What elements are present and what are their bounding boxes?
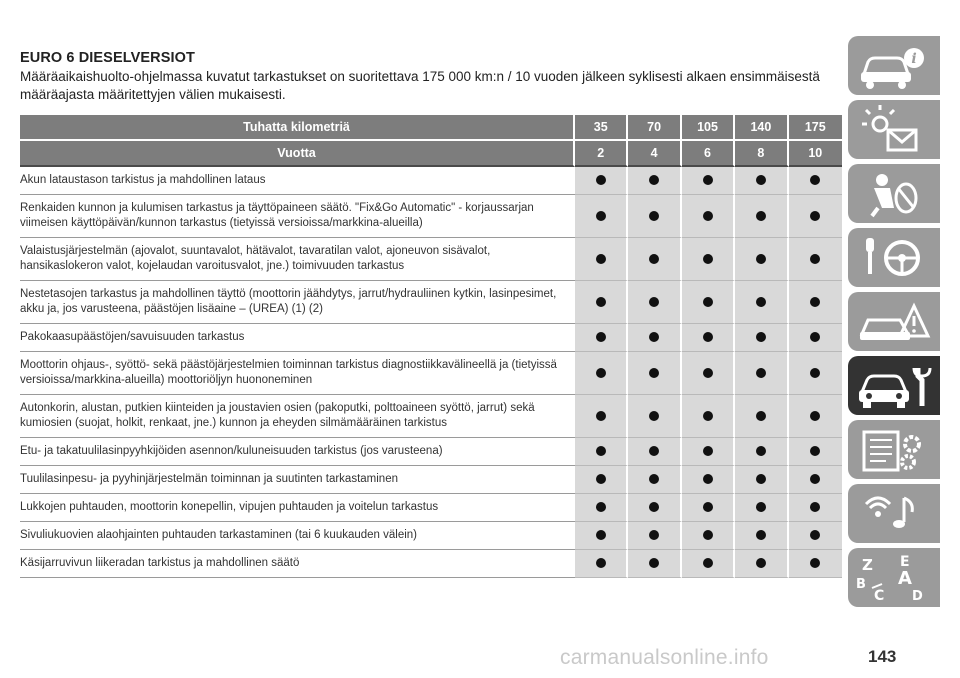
car-maintenance-icon — [848, 356, 940, 415]
bullet-mark — [649, 530, 659, 540]
watermark: carmanualsonline.info — [560, 646, 769, 669]
header-km-value: 70 — [628, 115, 681, 141]
interval-cell — [735, 195, 788, 238]
interval-cell — [735, 395, 788, 438]
tab-car-info[interactable] — [848, 36, 940, 95]
svg-text:i: i — [911, 51, 917, 67]
interval-cell — [575, 238, 628, 281]
bullet-mark — [810, 530, 820, 540]
interval-cell — [735, 352, 788, 395]
interval-cell — [735, 494, 788, 522]
bullet-mark — [649, 558, 659, 568]
bullet-mark — [756, 211, 766, 221]
interval-cell — [575, 195, 628, 238]
bullet-mark — [756, 175, 766, 185]
interval-cell — [628, 324, 681, 352]
interval-cell — [682, 352, 735, 395]
interval-cell — [628, 195, 681, 238]
interval-cell — [789, 352, 842, 395]
bullet-mark — [756, 297, 766, 307]
interval-cell — [628, 395, 681, 438]
section-title: EURO 6 DIESELVERSIOT — [20, 50, 195, 66]
bullet-mark — [756, 254, 766, 264]
bullet-mark — [756, 474, 766, 484]
check-description: Käsijarruvivun liikeradan tarkistus ja mahdollinen säätö — [20, 550, 575, 578]
bullet-mark — [596, 530, 606, 540]
bullet-mark — [649, 211, 659, 221]
tab-maintenance[interactable] — [848, 356, 940, 415]
interval-cell — [575, 395, 628, 438]
bullet-mark — [703, 175, 713, 185]
table-row — [20, 438, 842, 466]
bullet-mark — [810, 254, 820, 264]
interval-cell — [575, 167, 628, 195]
check-description: Autonkorin, alustan, putkien kiinteiden ja joustavien osien (pakoputki, polttoaineen syöttö, jarrut) sekä kumiosien (suojat, holkit, renkaat, jne.) kunnon ja eheyden silmämääräinen tarkistus — [20, 395, 575, 438]
tab-key-steering[interactable] — [848, 228, 940, 287]
table-row — [20, 522, 842, 550]
bullet-mark — [649, 297, 659, 307]
interval-cell — [575, 324, 628, 352]
key-steering-icon — [848, 228, 940, 287]
header-km-label: Tuhatta kilometriä — [20, 115, 575, 141]
check-description: Moottorin ohjaus-, syöttö- sekä päästöjärjestelmien toiminnan tarkistus diagnostiikkavälineellä ja (tietyissä versioissa/markkina-alueilla) moottoriöljyn huononeminen — [20, 352, 575, 395]
check-description: Etu- ja takatuulilasinpyyhkijöiden asennon/kuluneisuuden tarkistus (jos varusteena) — [20, 438, 575, 466]
header-year-value: 10 — [789, 141, 842, 167]
interval-cell — [735, 238, 788, 281]
bullet-mark — [756, 558, 766, 568]
main-content — [20, 50, 842, 578]
bullet-mark — [810, 411, 820, 421]
bullet-mark — [703, 474, 713, 484]
interval-cell — [575, 352, 628, 395]
interval-cell — [789, 395, 842, 438]
header-km-value: 140 — [735, 115, 788, 141]
interval-cell — [682, 324, 735, 352]
interval-cell — [682, 438, 735, 466]
interval-cell — [735, 281, 788, 324]
index-letter: D — [912, 589, 923, 604]
interval-cell — [682, 167, 735, 195]
interval-cell — [682, 466, 735, 494]
check-description: Pakokaasupäästöjen/savuisuuden tarkastus — [20, 324, 575, 352]
interval-cell — [789, 466, 842, 494]
index-letter: E — [900, 554, 910, 570]
bullet-mark — [649, 332, 659, 342]
emergency-triangle-icon — [848, 292, 940, 351]
bullet-mark — [810, 368, 820, 378]
car-info-icon — [848, 36, 940, 95]
bullet-mark — [703, 411, 713, 421]
bullet-mark — [649, 254, 659, 264]
bullet-mark — [596, 411, 606, 421]
bullet-mark — [596, 297, 606, 307]
interval-cell — [628, 522, 681, 550]
table-row — [20, 466, 842, 494]
bullet-mark — [596, 446, 606, 456]
warning-lights-icon — [848, 100, 940, 159]
tab-index[interactable] — [848, 548, 940, 607]
interval-cell — [575, 438, 628, 466]
page-number: 143 — [868, 647, 897, 666]
check-description: Lukkojen puhtauden, moottorin konepellin, vipujen puhtauden ja voitelun tarkastus — [20, 494, 575, 522]
maintenance-table — [20, 115, 842, 578]
bullet-mark — [703, 211, 713, 221]
bullet-mark — [703, 368, 713, 378]
interval-cell — [682, 522, 735, 550]
bullet-mark — [596, 502, 606, 512]
bullet-mark — [810, 175, 820, 185]
check-description: Tuulilasinpesu- ja pyyhinjärjestelmän toiminnan ja suutinten tarkastaminen — [20, 466, 575, 494]
bullet-mark — [810, 558, 820, 568]
bullet-mark — [649, 368, 659, 378]
bullet-mark — [596, 254, 606, 264]
table-row — [20, 167, 842, 195]
header-year-value: 8 — [735, 141, 788, 167]
interval-cell — [575, 522, 628, 550]
interval-cell — [789, 522, 842, 550]
interval-cell — [735, 550, 788, 578]
interval-cell — [628, 466, 681, 494]
interval-cell — [628, 281, 681, 324]
header-year-value: 2 — [575, 141, 628, 167]
bullet-mark — [596, 558, 606, 568]
header-year-row — [20, 141, 842, 167]
section-intro: Määräaikaishuolto-ohjelmassa kuvatut tarkastukset on suoritettava 175 000 km:n / 10 vuoden jälkeen syklisesti alkaen ensimmäisestä määräajasta määritettyjen välien mukaisesti. — [20, 69, 820, 102]
index-az-icon — [848, 548, 940, 607]
table-row — [20, 281, 842, 324]
bullet-mark — [649, 411, 659, 421]
index-letter: C — [874, 588, 885, 604]
check-description: Nestetasojen tarkastus ja mahdollinen täyttö (moottorin jäähdytys, jarrut/hydrauliinen kytkin, lasinpesimet, akku ja, jos varusteena, päästöjen lisäaine – (UREA) (1) (2) — [20, 281, 575, 324]
header-km-value: 175 — [789, 115, 842, 141]
bullet-mark — [810, 211, 820, 221]
interval-cell — [789, 494, 842, 522]
check-description: Valaistusjärjestelmän (ajovalot, suuntavalot, hätävalot, tavaratilan valot, ajoneuvon sisävalot, hansikaslokeron valot, kojelaudan varoitusvalot, jne.) toimivuuden tarkastus — [20, 238, 575, 281]
interval-cell — [789, 324, 842, 352]
interval-cell — [628, 494, 681, 522]
interval-cell — [682, 195, 735, 238]
bullet-mark — [703, 530, 713, 540]
bullet-mark — [703, 558, 713, 568]
bullet-mark — [756, 502, 766, 512]
tab-technical-data[interactable] — [848, 420, 940, 479]
interval-cell — [575, 550, 628, 578]
header-year-value: 4 — [628, 141, 681, 167]
bullet-mark — [596, 368, 606, 378]
index-letter: Z — [862, 556, 873, 574]
bullet-mark — [703, 254, 713, 264]
bullet-mark — [703, 297, 713, 307]
header-km-value: 35 — [575, 115, 628, 141]
bullet-mark — [596, 332, 606, 342]
table-row — [20, 352, 842, 395]
interval-cell — [735, 522, 788, 550]
tab-airbag-seat[interactable] — [848, 164, 940, 223]
bullet-mark — [756, 446, 766, 456]
table-row — [20, 238, 842, 281]
interval-cell — [682, 238, 735, 281]
interval-cell — [575, 466, 628, 494]
multimedia-icon — [848, 484, 940, 543]
airbag-seat-icon — [848, 164, 940, 223]
bullet-mark — [703, 332, 713, 342]
header-km-value: 105 — [682, 115, 735, 141]
technical-data-icon — [848, 420, 940, 479]
tab-warning-lights[interactable] — [848, 100, 940, 159]
interval-cell — [735, 466, 788, 494]
interval-cell — [628, 167, 681, 195]
interval-cell — [735, 438, 788, 466]
bullet-mark — [649, 175, 659, 185]
index-letter: A — [898, 568, 912, 589]
tab-multimedia[interactable] — [848, 484, 940, 543]
interval-cell — [789, 438, 842, 466]
bullet-mark — [596, 211, 606, 221]
check-description: Sivuliukuovien alaohjainten puhtauden tarkastaminen (tai 6 kuukauden välein) — [20, 522, 575, 550]
bullet-mark — [756, 530, 766, 540]
check-description: Renkaiden kunnon ja kulumisen tarkastus ja täyttöpaineen säätö. "Fix&Go Automatic" - korjaussarjan viimeisen käyttöpäivän/kunnon tarkastus (tietyissä versioissa/markkina-alueilla) — [20, 195, 575, 238]
header-km-row — [20, 115, 842, 141]
table-row — [20, 494, 842, 522]
bullet-mark — [810, 502, 820, 512]
bullet-mark — [756, 368, 766, 378]
interval-cell — [789, 195, 842, 238]
bullet-mark — [810, 297, 820, 307]
bullet-mark — [596, 175, 606, 185]
table-row — [20, 550, 842, 578]
header-year-value: 6 — [682, 141, 735, 167]
bullet-mark — [756, 332, 766, 342]
bullet-mark — [810, 446, 820, 456]
interval-cell — [682, 281, 735, 324]
table-row — [20, 395, 842, 438]
bullet-mark — [596, 474, 606, 484]
bullet-mark — [703, 446, 713, 456]
interval-cell — [628, 238, 681, 281]
tab-emergency[interactable] — [848, 292, 940, 351]
interval-cell — [735, 324, 788, 352]
check-description: Akun lataustason tarkistus ja mahdollinen lataus — [20, 167, 575, 195]
bullet-mark — [810, 332, 820, 342]
interval-cell — [575, 281, 628, 324]
interval-cell — [682, 395, 735, 438]
interval-cell — [575, 494, 628, 522]
table-row — [20, 195, 842, 238]
interval-cell — [628, 438, 681, 466]
interval-cell — [735, 167, 788, 195]
bullet-mark — [756, 411, 766, 421]
chapter-sidebar — [848, 36, 944, 612]
interval-cell — [789, 238, 842, 281]
interval-cell — [628, 550, 681, 578]
bullet-mark — [703, 502, 713, 512]
bullet-mark — [649, 502, 659, 512]
table-row — [20, 324, 842, 352]
table-body — [20, 167, 842, 578]
interval-cell — [682, 494, 735, 522]
interval-cell — [789, 550, 842, 578]
interval-cell — [789, 167, 842, 195]
index-letter: B — [856, 577, 866, 592]
bullet-mark — [810, 474, 820, 484]
header-year-label: Vuotta — [20, 141, 575, 167]
interval-cell — [789, 281, 842, 324]
interval-cell — [682, 550, 735, 578]
bullet-mark — [649, 446, 659, 456]
interval-cell — [628, 352, 681, 395]
bullet-mark — [649, 474, 659, 484]
